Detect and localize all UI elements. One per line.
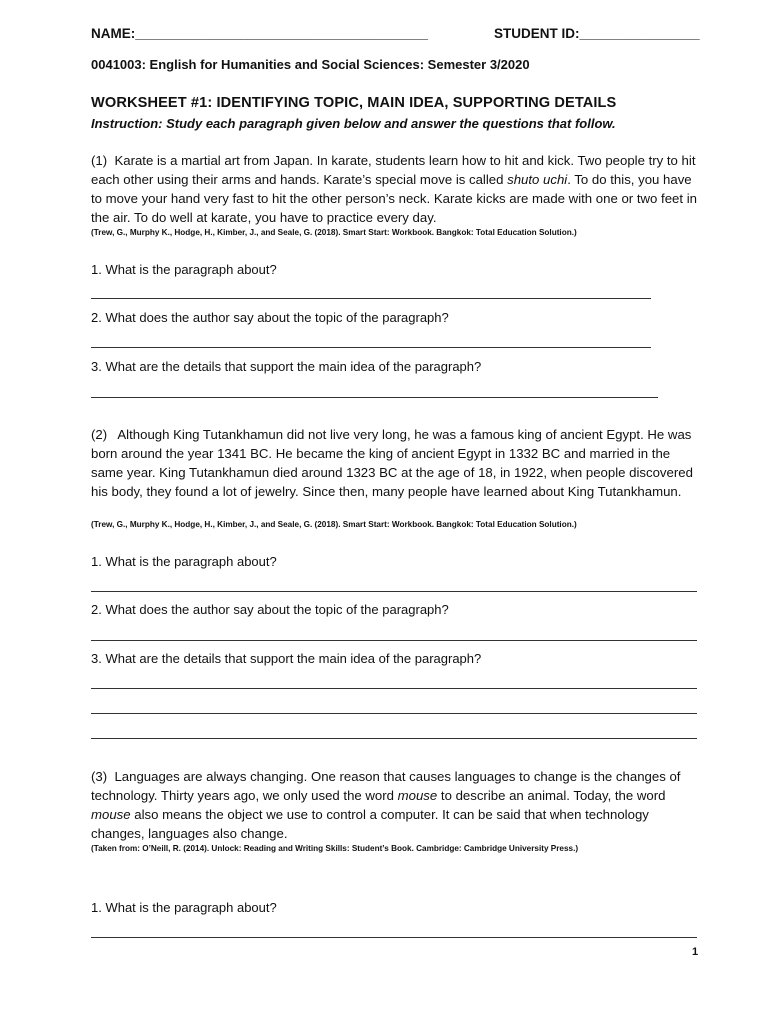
italic-term: mouse bbox=[397, 788, 438, 803]
question: 2. What does the author say about the topic of the paragraph? bbox=[91, 602, 449, 617]
citation: (Taken from: O’Neill, R. (2014). Unlock: Reading and Writing Skills: Student’s Book. Cambridge: Cambridge University Press.) bbox=[91, 844, 579, 853]
italic-term: shuto uchi bbox=[507, 172, 568, 187]
answer-line[interactable] bbox=[91, 688, 697, 689]
italic-term: mouse bbox=[91, 807, 131, 822]
answer-line[interactable] bbox=[91, 937, 697, 938]
citation: (Trew, G., Murphy K., Hodge, H., Kimber, J., and Seale, G. (2018). Smart Start: Workbook. Bangkok: Total Education Solution.) bbox=[91, 228, 577, 237]
answer-line[interactable] bbox=[91, 640, 697, 641]
paragraph-3: (3) Languages are always changing. One reason that causes languages to change is the changes of technology. Thirty years ago, we only used the word mouse to describe an animal. Today, the word mouse also means the object we use to control a computer. It can be said that when technology changes, languages also change. bbox=[91, 769, 681, 841]
page-number: 1 bbox=[692, 946, 699, 958]
question: 1. What is the paragraph about? bbox=[91, 900, 277, 915]
citation: (Trew, G., Murphy K., Hodge, H., Kimber, J., and Seale, G. (2018). Smart Start: Workbook. Bangkok: Total Education Solution.) bbox=[91, 520, 577, 529]
instruction: Instruction: Study each paragraph given below and answer the questions that follow. bbox=[91, 116, 616, 131]
question: 1. What is the paragraph about? bbox=[91, 554, 277, 569]
paragraph-number: (3) bbox=[91, 769, 108, 784]
student-id-field-label: STUDENT ID:________________ bbox=[494, 26, 700, 41]
answer-line[interactable] bbox=[91, 298, 651, 299]
question: 1. What is the paragraph about? bbox=[91, 262, 277, 277]
answer-line[interactable] bbox=[91, 591, 697, 592]
course-title: 0041003: English for Humanities and Social Sciences: Semester 3/2020 bbox=[91, 57, 530, 72]
paragraph-number: (1) bbox=[91, 153, 108, 168]
name-field-label: NAME:_______________________________________ bbox=[91, 26, 429, 41]
paragraph-number: (2) bbox=[91, 427, 108, 442]
answer-line[interactable] bbox=[91, 738, 697, 739]
answer-line[interactable] bbox=[91, 397, 658, 398]
answer-line[interactable] bbox=[91, 347, 651, 348]
question: 3. What are the details that support the main idea of the paragraph? bbox=[91, 359, 482, 374]
worksheet-title: WORKSHEET #1: IDENTIFYING TOPIC, MAIN IDEA, SUPPORTING DETAILS bbox=[91, 95, 617, 111]
paragraph-1: (1) Karate is a martial art from Japan. In karate, students learn how to hit and kick. Two people try to hit each other using their arms and hands. Karate’s special move is called shuto uchi. To do this, you have to move your hand very fast to hit the other person’s neck. Karate kicks are made with one or two feet in the air. To do well at karate, you have to practice every day. bbox=[91, 153, 697, 225]
paragraph-2: (2) Although King Tutankhamun did not live very long, he was a famous king of ancient Egypt. He was born around the year 1341 BC. He became the king of ancient Egypt in 1332 BC and married in the same year. King Tutankhamun died around 1323 BC at the age of 18, in 1922, when people discovered his body, they found a lot of jewelry. Since then, many people have learned about King Tutankhamun. bbox=[91, 427, 693, 499]
answer-line[interactable] bbox=[91, 713, 697, 714]
question: 3. What are the details that support the main idea of the paragraph? bbox=[91, 651, 482, 666]
question: 2. What does the author say about the topic of the paragraph? bbox=[91, 310, 449, 325]
